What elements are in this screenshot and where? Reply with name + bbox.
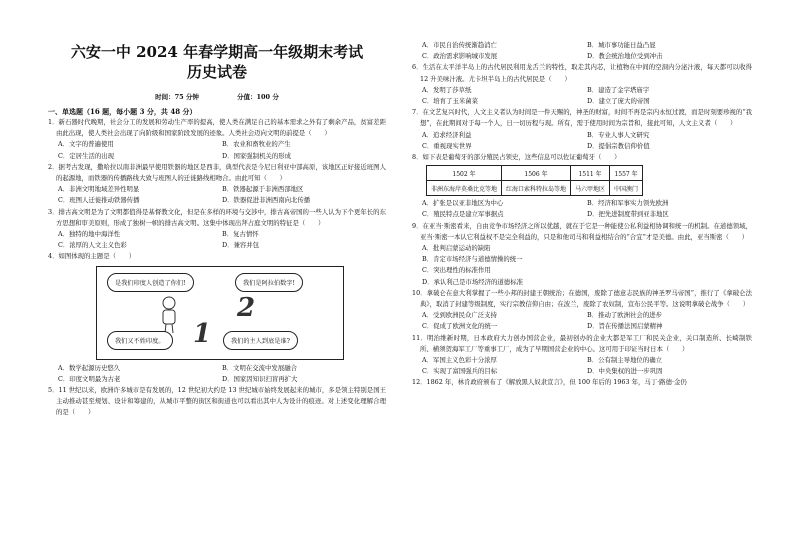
- right-column: [412, 40, 752, 389]
- question-3-options: [48, 229, 386, 251]
- option-d: D．提倡宗教信仰价值: [587, 141, 650, 150]
- question-3-stem: 3．排古高文明是为了文明都值得是基督教文化，但是在多样的环境与交涉中，排古高帝国的一些人认为下个更年长的东方思想和审美原则，形成了独树一帜的排古高文明。这集中体现出拜占庭文明的特征是（ ）: [48, 207, 386, 227]
- option-b: B．城市事功能日益凸显: [587, 41, 656, 49]
- time-label: 时间：75 分钟: [155, 93, 199, 101]
- question-11-options: [412, 355, 752, 377]
- question-2-stem: 2．据考古发现，撒哈拉以南非洲最早使用铁器的地区是西非，典型代表是今尼日利亚中部高原，该地区正好接近班图人的起源地，而铁器的传播路线大致与班图人的迁徙路线相吻合。由此可知（ ）: [48, 162, 386, 183]
- option-c: C．班图人迁徙推动铁器传播: [58, 196, 140, 205]
- option-c: C．重视现实世界: [422, 141, 472, 150]
- digit-one: 1: [193, 318, 212, 349]
- table-cell: 马六甲地区: [571, 181, 610, 196]
- option-d: D．国家强制机关的形成: [222, 151, 292, 160]
- option-d: D．把先进制度带到亚非地区: [587, 210, 669, 219]
- question-8-options: [412, 198, 752, 220]
- option-a: A．市民自治传统渐趋消亡: [422, 41, 497, 49]
- section-heading: 一、单选题（16 题，每小题 3 分，共 48 分）: [48, 107, 197, 116]
- option-c: C．殖民特点是建立军事据点: [422, 210, 504, 219]
- option-c: C．实现了富国强兵的目标: [422, 367, 498, 376]
- option-b: B．公有制主导地位的确立: [587, 356, 662, 365]
- option-b: B．文明在交流中发展融合: [222, 363, 297, 372]
- option-c: C．印度文明最为古老: [58, 374, 121, 383]
- option-a: A．受到欧洲民众广泛支持: [422, 311, 497, 320]
- table-cell: 1502 年: [427, 166, 502, 181]
- option-b: B．复古情怀: [222, 230, 259, 239]
- option-b: B．推动了欧洲社会的进步: [587, 311, 662, 320]
- question-9-options: [412, 243, 752, 288]
- speech-bubble-three: 我们又不姓印度。: [107, 331, 173, 350]
- option-d: D．国家因知识扫盲再扩大: [222, 374, 298, 383]
- option-a: A．数学起源历史悠久: [58, 363, 121, 372]
- question-1-stem: 1．新石器时代晚期，社会分工的发展和劳动生产率的提高，使人类在满足自己的基本需求之外有了剩余产品，贫富差距由此出现，使人类社会出现了向阶级和国家阶段发展的迹象。人类社会迈向文明的前提是（ ）: [48, 118, 386, 138]
- option-c: C．培育了玉米菌菜: [422, 97, 479, 106]
- question-10-stem: 10．拿破仑在意大利掌握了一些小邦的封建王朝统治；在德国，废除了德意志民族的神圣罗马帝国”，推行了《拿破仑法典》，取消了封建等级制度，实行宗教信仰自由；在波兰，废除了农奴制，宣布公民平等。这说明拿破仑战争（ ）: [412, 288, 752, 309]
- question-10-options: [412, 310, 752, 332]
- exam-subtitle: 历史试卷: [186, 63, 247, 81]
- speech-bubble-arabic: 我们是阿拉伯数字!: [235, 273, 303, 292]
- question-5-options: [412, 40, 752, 62]
- option-b: B．专业人事人文研究: [587, 130, 650, 139]
- option-c: C．政治需求影响城市发展: [422, 52, 498, 61]
- question-11-stem: 11．明治维新时期，日本政府大力创办国营企业，最初创办的企业大都是军工厂和民关企业，关口制造所、长崎制铁所、横须贺海军工厂等重事工厂，成为了早期国营企业的中心。这可用于印证当时日本（ ）: [412, 333, 752, 353]
- option-b: B．农业和畜牧业的产生: [222, 140, 291, 149]
- speech-bubble-india: 是我们印度人创造了你们!: [107, 273, 194, 292]
- question-7-stem: 7．在文艺复兴时代，人文主义者认为时间是一件天赐的，神圣的财富，时间不再是宗内永恒过渡，而是时刻要珍视的“我想”，在此期间对于每一个人，日一切历程与现。所有，需于使用时间为宗旨和，接此可知，人文主义者（ ）: [412, 108, 752, 128]
- option-b: B．铁器起源于非洲西部地区: [222, 185, 304, 194]
- question-7-options: [412, 130, 752, 152]
- option-a: A．非洲文明地域差异性明显: [58, 185, 140, 194]
- option-c: C．促成了欧洲文化的统一: [422, 322, 498, 331]
- option-d: D．承认利己是市场经济的道德标准: [422, 277, 523, 286]
- score-label: 分值：100 分: [237, 93, 279, 101]
- option-a: A．文字的普遍使用: [58, 140, 114, 149]
- table-cell: 1511 年: [571, 166, 610, 181]
- left-column: [48, 0, 386, 419]
- table-cell: 中国澳门: [610, 181, 643, 196]
- question-4-stem: 4．如图体现的主题是（ ）: [48, 252, 136, 261]
- option-b: B．建造了金字塔庙宇: [587, 85, 650, 94]
- option-c: C．浓厚的人文主义色彩: [58, 241, 127, 250]
- option-c: C．定居生活的出现: [58, 151, 115, 160]
- option-a: A．批判启蒙运动的缺陷: [422, 244, 491, 253]
- person-figure-icon: [157, 295, 181, 335]
- cartoon-figure: [96, 266, 344, 360]
- table-cell: 1557 年: [610, 166, 643, 181]
- option-d: D．中央集权的进一步巩固: [587, 367, 663, 376]
- option-d: D．铁器促进非洲西南向北传播: [222, 196, 311, 205]
- speech-bubble-four: 我们的主人到底是谁?: [223, 331, 298, 350]
- table-cell: 红海口索科特拉岛等地: [502, 181, 571, 196]
- exam-title: 六安一中 2024 年春学期高一年级期末考试: [70, 43, 364, 61]
- question-4-options: [48, 363, 386, 385]
- exam-meta: [48, 92, 386, 101]
- option-d: D．建立了庞大的帝国: [587, 97, 650, 106]
- option-a: A．军国主义色彩十分浓厚: [422, 356, 497, 365]
- question-5-stem: 5．11 世纪以来，欧洲许多城市是有发展的，12 世纪初大约是 13 世纪城市始终发展起来的城市，多是领主特别是国王主动推动甚至规划、设计和筹建的，从城市平整的街区和街道也可以看出其中人为设计的痕迹。对上述变化理解合理的是（ ）: [48, 386, 386, 417]
- question-9-stem: 9．在亚当·斯密看来，自由竞争市场经济之所以优越，就在于它是一种能使公私利益相协调和统一的机制。在道德领域，亚当·斯密一本认它利益权不是完全利益的，只是和他司马和利益相结合的“合宜”才是美德。由此，亚当斯密（ ）: [412, 221, 752, 241]
- option-d: D．教会统治地位受到冲击: [587, 52, 663, 61]
- option-a: A．扩张是以亚非地区为中心: [422, 199, 504, 208]
- option-d: D．兼容并包: [222, 241, 260, 250]
- question-12-stem: 12．1862 年，林肯政府颁布了《解放黑人奴隶宣言》，但 100 年后的 1963 年，马丁·路德·金仍: [412, 378, 687, 387]
- question-6-stem: 6．生活在太平洋半岛上的古代居民利用龙舌兰的特性，取走其内芯，让植物在中间的空洞内分泌汁液，每天都可以收得 12 升美味汁液。尤卡坦半岛上的古代居民是（ ）: [412, 63, 752, 83]
- option-a: A．独特的地中海洋性: [58, 230, 121, 239]
- table-cell: 1506 年: [502, 166, 571, 181]
- table-cell: 非洲东海岸莫桑比克等地: [427, 181, 502, 196]
- question-6-options: [412, 85, 752, 107]
- option-a: A．发明了莎草纸: [422, 85, 472, 94]
- digit-two: 2: [237, 292, 256, 323]
- option-c: C．突出理性的标准作用: [422, 266, 491, 275]
- question-8-stem: 8．如下表是葡萄牙的部分殖民占领史，这些信息可以佐证葡萄牙（ ）: [412, 153, 621, 162]
- question-2-options: [48, 184, 386, 206]
- colonial-table: [426, 165, 643, 196]
- table-row: [427, 166, 643, 181]
- option-a: A．追求经济利益: [422, 130, 472, 139]
- option-b: B．经济和军事实力领先欧洲: [587, 199, 669, 208]
- table-row: [427, 181, 643, 196]
- option-b: B．肯定市场经济与道德情操的统一: [422, 255, 523, 264]
- option-d: D．旨在传播法国启蒙精神: [587, 322, 663, 331]
- question-1-options: [48, 139, 386, 161]
